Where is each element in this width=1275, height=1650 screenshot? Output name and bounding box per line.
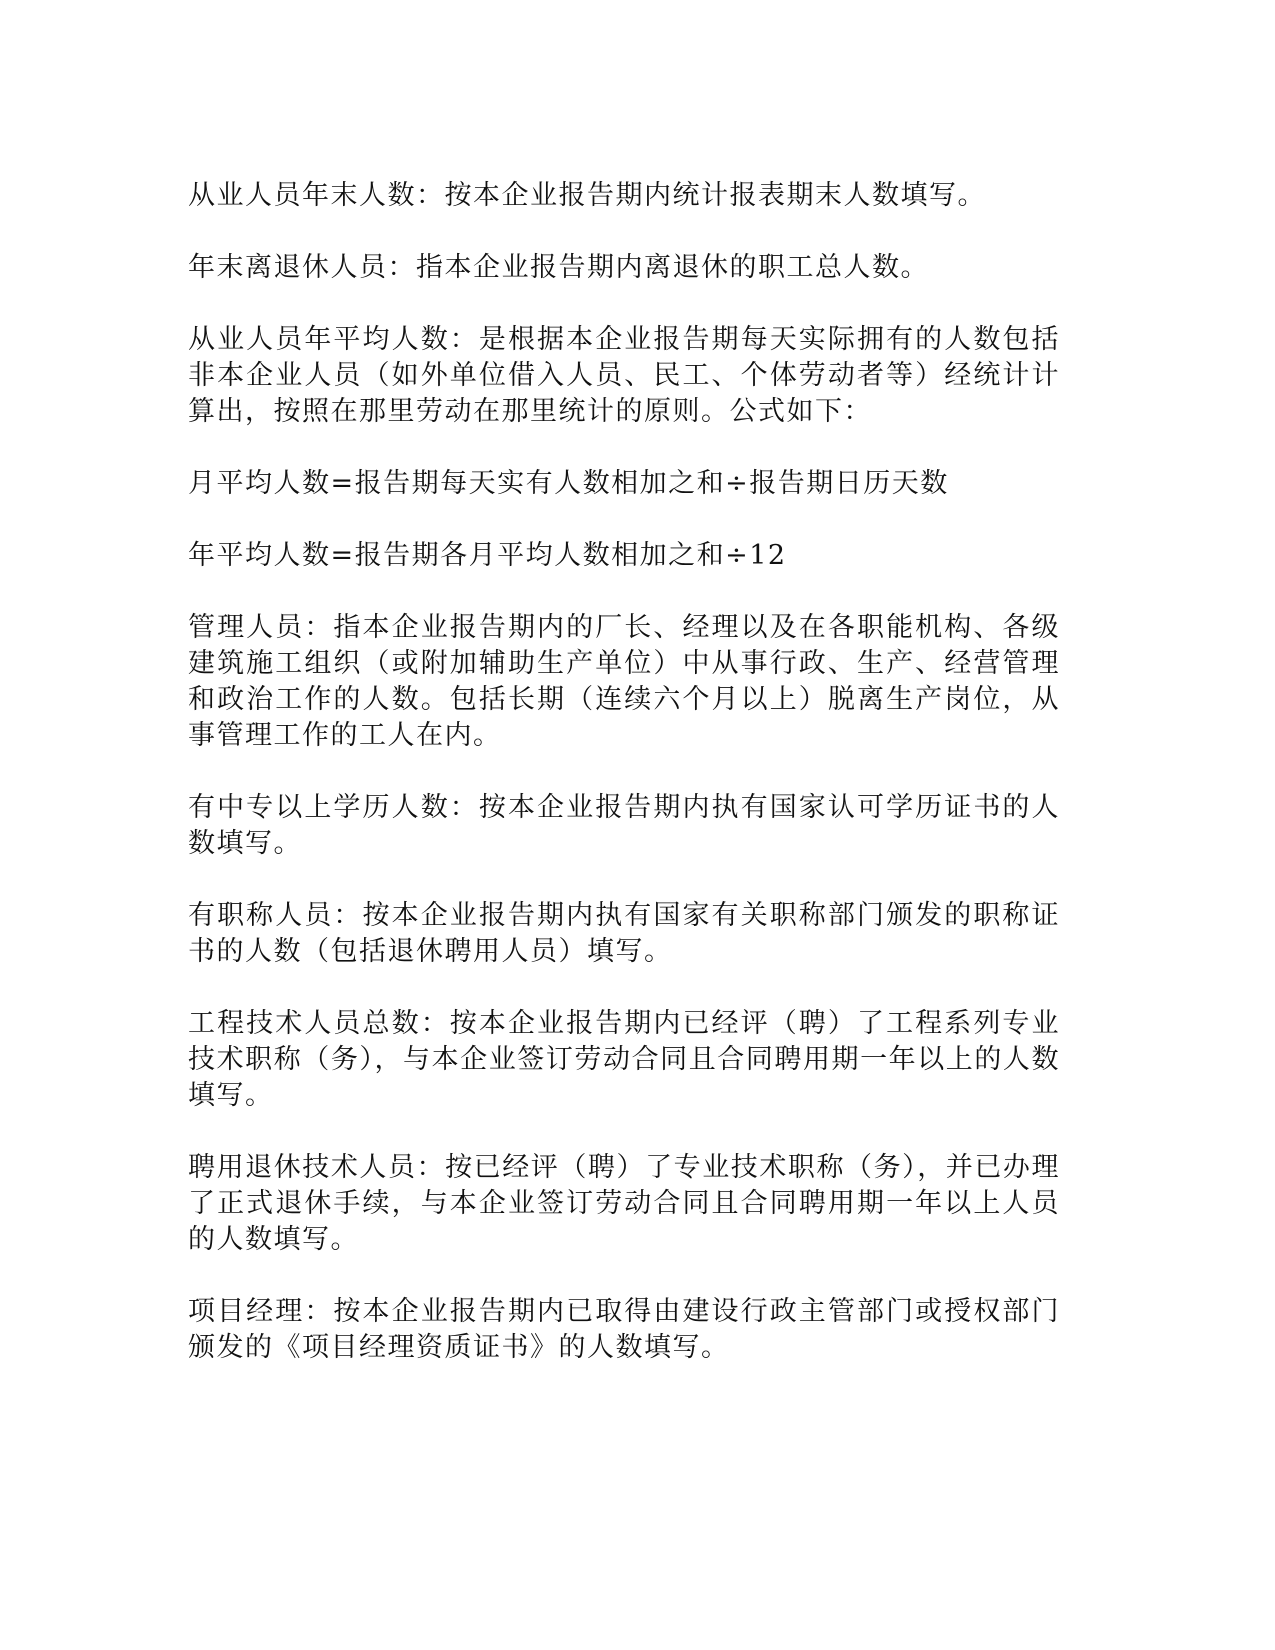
paragraph-titled-staff: 有职称人员：按本企业报告期内执有国家有关职称部门颁发的职称证书的人数（包括退休聘用人员）填写。 [188, 900, 1060, 967]
paragraph-year-end-staff: 从业人员年末人数：按本企业报告期内统计报表期末人数填写。 [188, 180, 986, 211]
paragraph-rehired-retired-staff: 聘用退休技术人员：按已经评（聘）了专业技术职称（务），并已办理了正式退休手续，与本企业签订劳动合同且合同聘用期一年以上人员的人数填写。 [188, 1152, 1060, 1255]
formula-annual-average: 年平均人数=报告期各月平均人数相加之和÷12 [188, 540, 787, 571]
formula-monthly-average: 月平均人数=报告期每天实有人数相加之和÷报告期日历天数 [188, 468, 949, 499]
paragraph-retired-staff: 年末离退休人员：指本企业报告期内离退休的职工总人数。 [188, 252, 929, 283]
paragraph-secondary-degree-staff: 有中专以上学历人数：按本企业报告期内执有国家认可学历证书的人数填写。 [188, 792, 1060, 859]
paragraph-project-managers: 项目经理：按本企业报告期内已取得由建设行政主管部门或授权部门颁发的《项目经理资质证书》的人数填写。 [188, 1296, 1060, 1363]
paragraph-management-staff: 管理人员：指本企业报告期内的厂长、经理以及在各职能机构、各级建筑施工组织（或附加辅助生产单位）中从事行政、生产、经营管理和政治工作的人数。包括长期（连续六个月以上）脱离生产岗位，从事管理工作的工人在内。 [188, 612, 1060, 751]
paragraph-annual-average-staff: 从业人员年平均人数：是根据本企业报告期每天实际拥有的人数包括非本企业人员（如外单位借入人员、民工、个体劳动者等）经统计计算出，按照在那里劳动在那里统计的原则。公式如下： [188, 324, 1060, 427]
document-body [188, 178, 1060, 1402]
paragraph-engineering-staff: 工程技术人员总数：按本企业报告期内已经评（聘）了工程系列专业技术职称（务），与本企业签订劳动合同且合同聘用期一年以上的人数填写。 [188, 1008, 1060, 1111]
